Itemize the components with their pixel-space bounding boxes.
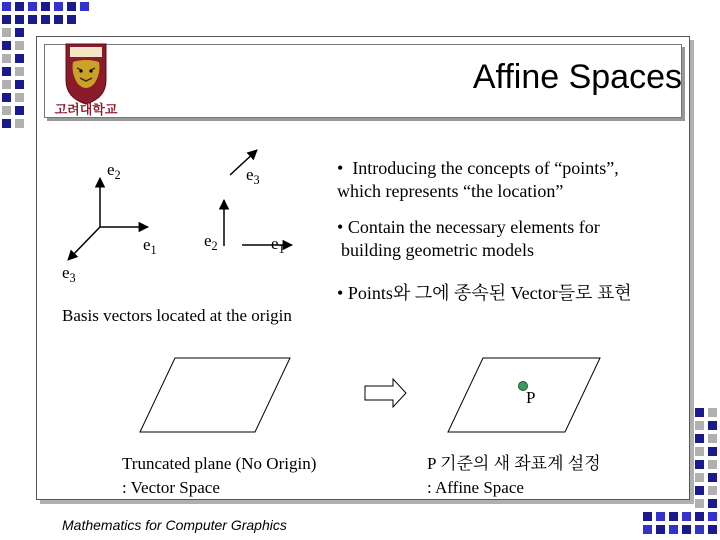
decor-square	[15, 15, 24, 24]
decor-square	[695, 434, 704, 443]
decor-square	[708, 408, 717, 417]
decor-square	[2, 54, 11, 63]
decor-square	[15, 119, 24, 128]
decor-square	[15, 106, 24, 115]
decor-square	[80, 2, 89, 11]
decor-square	[708, 525, 717, 534]
decor-square	[54, 2, 63, 11]
left-plane	[140, 358, 290, 432]
bullet-2: • Contain the necessary elements for building geometric models	[337, 217, 600, 260]
decor-square	[41, 2, 50, 11]
right-vector-label-e1: $e_1$	[271, 234, 285, 257]
left-axis-label-e3: $e_3$	[62, 263, 76, 286]
decor-square	[2, 67, 11, 76]
right-plane-caption: P 기준의 새 좌표계 설정 : Affine Space	[427, 454, 601, 497]
slide-title: Affine Spaces	[472, 58, 682, 96]
decor-square	[695, 421, 704, 430]
decor-square	[695, 473, 704, 482]
decor-square	[15, 93, 24, 102]
bullet-dot: •	[337, 283, 348, 303]
decor-square	[708, 434, 717, 443]
decor-square	[695, 486, 704, 495]
decor-square	[67, 2, 76, 11]
decor-square	[643, 525, 652, 534]
left-plane-caption: Truncated plane (No Origin) : Vector Space	[122, 454, 317, 497]
decor-square	[708, 499, 717, 508]
decor-square	[2, 2, 11, 11]
decor-square	[41, 15, 50, 24]
bullet-3: • Points와 그에 종속된 Vector들로 표현	[337, 283, 632, 303]
decor-square	[708, 447, 717, 456]
decor-square	[695, 460, 704, 469]
decor-square	[708, 486, 717, 495]
decor-square	[656, 512, 665, 521]
decor-square	[15, 80, 24, 89]
decor-square	[15, 54, 24, 63]
decor-square	[15, 41, 24, 50]
decor-square	[15, 28, 24, 37]
decor-square	[669, 512, 678, 521]
decor-square	[708, 512, 717, 521]
decor-square	[695, 525, 704, 534]
decor-square	[15, 2, 24, 11]
basis-caption: Basis vectors located at the origin	[62, 306, 292, 325]
decor-square	[708, 421, 717, 430]
right-vector-label-e3: $e_3$	[246, 165, 260, 188]
left-axis-label-e2: $e_2$	[107, 160, 121, 183]
decor-square	[2, 106, 11, 115]
logo-caption: 고려대학교	[54, 103, 118, 118]
bullet-1: • Introducing the concepts of “points”, which represents “the location”	[337, 158, 619, 201]
decor-square	[28, 15, 37, 24]
decor-square	[695, 447, 704, 456]
decor-square	[695, 512, 704, 521]
right-plane	[448, 358, 600, 432]
decor-square	[28, 2, 37, 11]
decor-square	[695, 408, 704, 417]
decor-square	[2, 41, 11, 50]
decor-square	[682, 512, 691, 521]
decor-square	[54, 15, 63, 24]
decor-square	[2, 15, 11, 24]
decor-square	[708, 473, 717, 482]
transform-arrow-icon	[365, 379, 406, 407]
point-p-label: P	[526, 388, 536, 407]
bullet-dot: •	[337, 158, 353, 178]
decor-square	[2, 80, 11, 89]
decor-square	[2, 93, 11, 102]
decor-square	[67, 15, 76, 24]
slide-footer: Mathematics for Computer Graphics	[62, 517, 287, 533]
decor-square	[682, 525, 691, 534]
decor-square	[15, 67, 24, 76]
decor-square	[669, 525, 678, 534]
decor-square	[2, 28, 11, 37]
decor-square	[643, 512, 652, 521]
bullet-dot: •	[337, 217, 348, 237]
decor-square	[708, 460, 717, 469]
left-axis-label-e1: $e_1$	[143, 235, 157, 258]
left-axis-e3	[68, 227, 100, 260]
decor-square	[695, 499, 704, 508]
decor-square	[2, 119, 11, 128]
decor-square	[656, 525, 665, 534]
right-vector-label-e2: $e_2$	[204, 231, 218, 254]
